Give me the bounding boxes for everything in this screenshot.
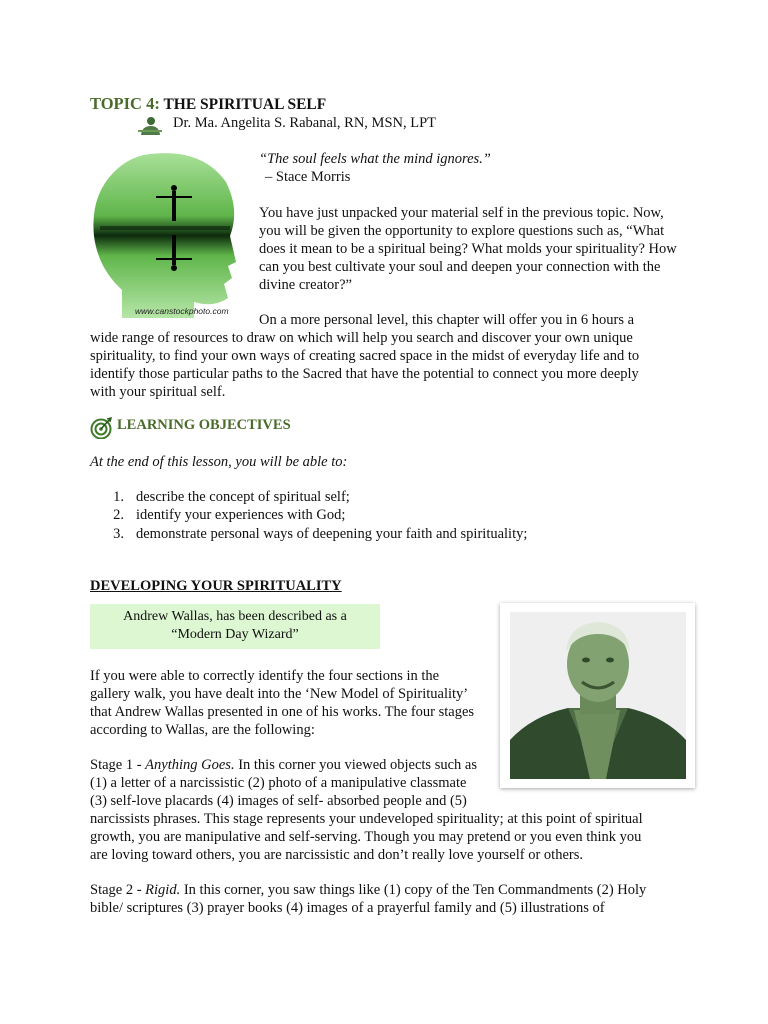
list-text: demonstrate personal ways of deepening your faith and spirituality; [136, 525, 528, 542]
portrait-photo [510, 612, 686, 779]
list-text: identify your experiences with God; [136, 507, 346, 524]
stage-text: In this corner, you saw things like (1) copy of the Ten Commandments (2) Holy [180, 882, 647, 898]
text-line [90, 881, 690, 899]
section-heading: DEVELOPING YOUR SPIRITUALITY [90, 578, 342, 594]
text-line: that Andrew Wallas presented in one of his works. The four stages [90, 704, 475, 720]
text-line: (1) a letter of a narcissistic (2) photo of a manipulative classmate [90, 775, 467, 791]
list-number: 1. [113, 489, 124, 505]
quote-text: “The soul feels what the mind ignores.” [259, 151, 491, 167]
text-line: gallery walk, you have dealt into the ‘New Model of Spirituality’ [90, 686, 469, 702]
text-line: (3) self-love placards (4) images of self- absorbed people and (5) [90, 793, 467, 809]
objectives-intro: At the end of this lesson, you will be able to: [90, 454, 348, 470]
text-line [90, 756, 500, 774]
stage-1-paragraph [90, 756, 500, 810]
text-line: On a more personal level, this chapter will offer you in 6 hours a [259, 312, 635, 328]
portrait-frame [500, 603, 695, 788]
objectives-list [90, 488, 527, 543]
learning-objectives-heading: LEARNING OBJECTIVES [117, 417, 291, 433]
text-line: according to Wallas, are the following: [90, 722, 315, 738]
list-item [90, 525, 527, 543]
topic-heading [90, 94, 326, 114]
callout-line: “Modern Day Wizard” [171, 627, 299, 642]
topic-title: THE SPIRITUAL SELF [163, 96, 327, 113]
list-item [90, 506, 527, 524]
image-credit: www.canstockphoto.com [135, 306, 229, 316]
list-number: 3. [113, 525, 124, 542]
spiritual-head-image [90, 150, 240, 320]
text-line: with your spiritual self. [90, 384, 226, 400]
stage-name: Rigid. [145, 882, 181, 898]
text-line: bible/ scriptures (3) prayer books (4) images of a prayerful family and (5) illustrations of [90, 900, 605, 916]
text-line: narcissists phrases. This stage represents your undeveloped spirituality; at this point of spiritual [90, 811, 643, 827]
quote-attribution: – Stace Morris [265, 169, 351, 185]
stage-text: In this corner you viewed objects such as [234, 757, 477, 773]
topic-number: TOPIC 4: [90, 94, 160, 113]
stage-1-paragraph-cont [90, 810, 690, 864]
callout-box [90, 604, 380, 649]
stage-label: Stage 2 - [90, 882, 146, 898]
intro-paragraph: You have just unpacked your material self in the previous topic. Now, you will be given the opportunity to explore questions such as, “What does it mean to be a spiritual being? What molds your spirituality? How can you best cultivate your soul and deepen your connection with the divine creator?” [259, 205, 677, 293]
callout-line: Andrew Wallas, has been described as a [123, 609, 347, 624]
portrait-image [510, 612, 686, 779]
text-line: spirituality, to find your own ways of creating sacred space in the midst of everyday life and to [90, 348, 640, 364]
epigraph-quote [259, 150, 491, 186]
list-item [90, 488, 527, 506]
body-paragraph [90, 667, 490, 739]
text-line: If you were able to correctly identify the four sections in the [90, 668, 440, 684]
target-icon [90, 417, 112, 439]
person-icon [138, 116, 162, 136]
stage-name: Anything Goes. [145, 757, 235, 773]
list-text: describe the concept of spiritual self; [136, 489, 350, 505]
intro-paragraph-2 [90, 311, 690, 401]
author-line: Dr. Ma. Angelita S. Rabanal, RN, MSN, LPT [173, 115, 437, 131]
text-line: growth, you are manipulative and self-serving. Though you may pretend or you even think you [90, 829, 642, 845]
text-line: wide range of resources to draw on which will help you search and discover your own unique [90, 330, 633, 346]
text-line: identify those particular paths to the Sacred that have the potential to connect you more deeply [90, 366, 639, 382]
text-line: are loving toward others, you are narcissistic and don’t really love yourself or others. [90, 847, 583, 863]
list-number: 2. [113, 507, 124, 524]
stage-2-paragraph [90, 881, 690, 917]
stage-label: Stage 1 - [90, 757, 146, 773]
